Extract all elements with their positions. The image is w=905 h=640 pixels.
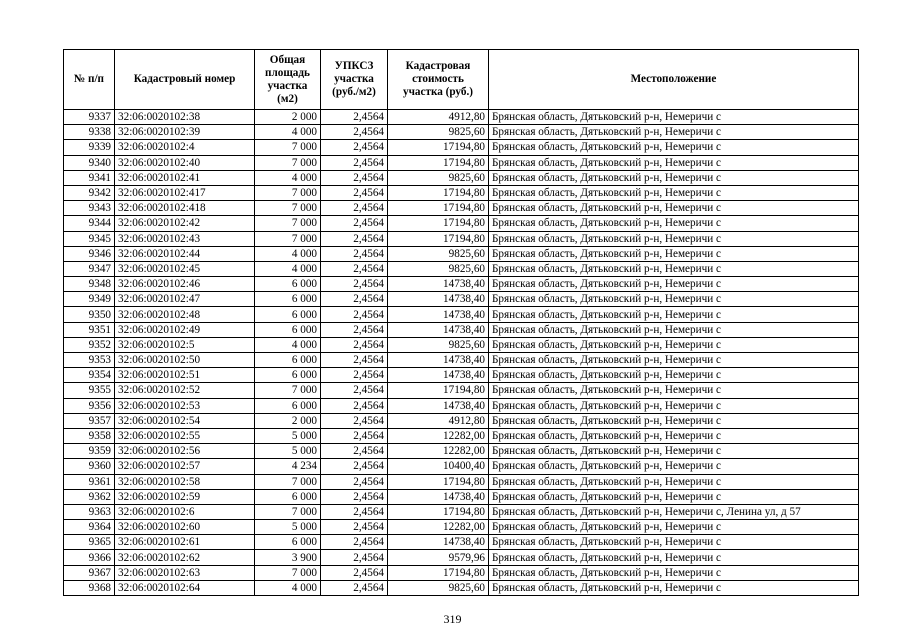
cadastral-number: 32:06:0020102:63 [115, 565, 255, 580]
row-number: 9339 [64, 140, 115, 155]
table-row [64, 504, 859, 519]
cost-value: 9825,60 [388, 261, 489, 276]
location-text: Брянская область, Дятьковский р-н, Немеричи с, Ленина ул, д 57 [489, 504, 859, 519]
cost-value: 17194,80 [388, 140, 489, 155]
area-value: 7 000 [255, 383, 321, 398]
table-body [64, 110, 859, 596]
header-area: Общая площадь участка (м2) [255, 50, 321, 110]
cost-value: 12282,00 [388, 520, 489, 535]
cadastral-number: 32:06:0020102:41 [115, 170, 255, 185]
cadastral-number: 32:06:0020102:56 [115, 444, 255, 459]
table-row [64, 398, 859, 413]
cadastral-number: 32:06:0020102:40 [115, 155, 255, 170]
location-text: Брянская область, Дятьковский р-н, Немеричи с [489, 383, 859, 398]
row-number: 9368 [64, 580, 115, 595]
row-number: 9341 [64, 170, 115, 185]
cadastral-number: 32:06:0020102:62 [115, 550, 255, 565]
cadastral-number: 32:06:0020102:46 [115, 277, 255, 292]
cadastral-number: 32:06:0020102:49 [115, 322, 255, 337]
cadastral-number: 32:06:0020102:64 [115, 580, 255, 595]
cost-value: 17194,80 [388, 216, 489, 231]
cost-value: 14738,40 [388, 353, 489, 368]
location-text: Брянская область, Дятьковский р-н, Немеричи с [489, 185, 859, 200]
header-row [64, 50, 859, 110]
location-text: Брянская область, Дятьковский р-н, Немеричи с [489, 474, 859, 489]
table-header [64, 50, 859, 110]
row-number: 9343 [64, 201, 115, 216]
location-text: Брянская область, Дятьковский р-н, Немеричи с [489, 428, 859, 443]
rate-value: 2,4564 [321, 110, 388, 125]
location-text: Брянская область, Дятьковский р-н, Немеричи с [489, 398, 859, 413]
table-row [64, 185, 859, 200]
header-cadastral: Кадастровый номер [115, 50, 255, 110]
cadastral-number: 32:06:0020102:43 [115, 231, 255, 246]
cadastral-number: 32:06:0020102:61 [115, 535, 255, 550]
cost-value: 12282,00 [388, 428, 489, 443]
cost-value: 4912,80 [388, 110, 489, 125]
area-value: 4 000 [255, 170, 321, 185]
location-text: Брянская область, Дятьковский р-н, Немеричи с [489, 444, 859, 459]
row-number: 9367 [64, 565, 115, 580]
cadastral-number: 32:06:0020102:45 [115, 261, 255, 276]
rate-value: 2,4564 [321, 550, 388, 565]
header-location: Местоположение [489, 50, 859, 110]
cost-value: 10400,40 [388, 459, 489, 474]
area-value: 7 000 [255, 474, 321, 489]
area-value: 7 000 [255, 201, 321, 216]
location-text: Брянская область, Дятьковский р-н, Немеричи с [489, 353, 859, 368]
row-number: 9338 [64, 125, 115, 140]
cost-value: 14738,40 [388, 277, 489, 292]
location-text: Брянская область, Дятьковский р-н, Немеричи с [489, 110, 859, 125]
area-value: 7 000 [255, 140, 321, 155]
location-text: Брянская область, Дятьковский р-н, Немеричи с [489, 170, 859, 185]
table-row [64, 231, 859, 246]
row-number: 9360 [64, 459, 115, 474]
location-text: Брянская область, Дятьковский р-н, Немеричи с [489, 140, 859, 155]
rate-value: 2,4564 [321, 474, 388, 489]
area-value: 4 234 [255, 459, 321, 474]
area-value: 3 900 [255, 550, 321, 565]
rate-value: 2,4564 [321, 170, 388, 185]
row-number: 9344 [64, 216, 115, 231]
rate-value: 2,4564 [321, 307, 388, 322]
rate-value: 2,4564 [321, 125, 388, 140]
cadastral-number: 32:06:0020102:55 [115, 428, 255, 443]
rate-value: 2,4564 [321, 185, 388, 200]
location-text: Брянская область, Дятьковский р-н, Немеричи с [489, 155, 859, 170]
location-text: Брянская область, Дятьковский р-н, Немеричи с [489, 580, 859, 595]
cadastral-number: 32:06:0020102:59 [115, 489, 255, 504]
cadastral-number: 32:06:0020102:44 [115, 246, 255, 261]
cadastral-number: 32:06:0020102:417 [115, 185, 255, 200]
area-value: 4 000 [255, 580, 321, 595]
rate-value: 2,4564 [321, 520, 388, 535]
cost-value: 9825,60 [388, 580, 489, 595]
table-row [64, 307, 859, 322]
row-number: 9366 [64, 550, 115, 565]
location-text: Брянская область, Дятьковский р-н, Немеричи с [489, 368, 859, 383]
cost-value: 12282,00 [388, 444, 489, 459]
rate-value: 2,4564 [321, 261, 388, 276]
cost-value: 9825,60 [388, 125, 489, 140]
location-text: Брянская область, Дятьковский р-н, Немеричи с [489, 322, 859, 337]
rate-value: 2,4564 [321, 444, 388, 459]
cadastral-number: 32:06:0020102:47 [115, 292, 255, 307]
area-value: 7 000 [255, 565, 321, 580]
row-number: 9358 [64, 428, 115, 443]
location-text: Брянская область, Дятьковский р-н, Немеричи с [489, 231, 859, 246]
area-value: 4 000 [255, 337, 321, 352]
row-number: 9356 [64, 398, 115, 413]
cost-value: 14738,40 [388, 322, 489, 337]
area-value: 4 000 [255, 261, 321, 276]
area-value: 4 000 [255, 246, 321, 261]
page-number: 319 [443, 612, 462, 626]
rate-value: 2,4564 [321, 428, 388, 443]
rate-value: 2,4564 [321, 140, 388, 155]
cadastral-number: 32:06:0020102:48 [115, 307, 255, 322]
area-value: 7 000 [255, 504, 321, 519]
rate-value: 2,4564 [321, 337, 388, 352]
table-row [64, 520, 859, 535]
row-number: 9362 [64, 489, 115, 504]
cadastral-number: 32:06:0020102:4 [115, 140, 255, 155]
area-value: 7 000 [255, 185, 321, 200]
area-value: 6 000 [255, 489, 321, 504]
row-number: 9342 [64, 185, 115, 200]
rate-value: 2,4564 [321, 353, 388, 368]
cadastral-number: 32:06:0020102:57 [115, 459, 255, 474]
location-text: Брянская область, Дятьковский р-н, Немеричи с [489, 413, 859, 428]
area-value: 6 000 [255, 277, 321, 292]
rate-value: 2,4564 [321, 504, 388, 519]
cadastral-number: 32:06:0020102:38 [115, 110, 255, 125]
area-value: 6 000 [255, 535, 321, 550]
area-value: 2 000 [255, 413, 321, 428]
area-value: 6 000 [255, 398, 321, 413]
row-number: 9361 [64, 474, 115, 489]
table-row [64, 216, 859, 231]
cadastral-number: 32:06:0020102:42 [115, 216, 255, 231]
cadastral-number: 32:06:0020102:6 [115, 504, 255, 519]
table-row [64, 337, 859, 352]
cost-value: 14738,40 [388, 398, 489, 413]
location-text: Брянская область, Дятьковский р-н, Немеричи с [489, 550, 859, 565]
cadastral-number: 32:06:0020102:52 [115, 383, 255, 398]
cost-value: 4912,80 [388, 413, 489, 428]
row-number: 9354 [64, 368, 115, 383]
location-text: Брянская область, Дятьковский р-н, Немеричи с [489, 292, 859, 307]
rate-value: 2,4564 [321, 398, 388, 413]
area-value: 7 000 [255, 216, 321, 231]
cost-value: 14738,40 [388, 368, 489, 383]
table-row [64, 353, 859, 368]
row-number: 9357 [64, 413, 115, 428]
table-row [64, 277, 859, 292]
cadastral-number: 32:06:0020102:51 [115, 368, 255, 383]
row-number: 9363 [64, 504, 115, 519]
area-value: 5 000 [255, 520, 321, 535]
location-text: Брянская область, Дятьковский р-н, Немеричи с [489, 125, 859, 140]
cost-value: 9825,60 [388, 246, 489, 261]
location-text: Брянская область, Дятьковский р-н, Немеричи с [489, 565, 859, 580]
cadastral-number: 32:06:0020102:5 [115, 337, 255, 352]
cadastral-number: 32:06:0020102:54 [115, 413, 255, 428]
cost-value: 14738,40 [388, 292, 489, 307]
header-cost: Кадастровая стоимость участка (руб.) [388, 50, 489, 110]
table-row [64, 368, 859, 383]
location-text: Брянская область, Дятьковский р-н, Немеричи с [489, 337, 859, 352]
area-value: 4 000 [255, 125, 321, 140]
row-number: 9348 [64, 277, 115, 292]
row-number: 9337 [64, 110, 115, 125]
cadastral-number: 32:06:0020102:58 [115, 474, 255, 489]
table-row [64, 246, 859, 261]
area-value: 6 000 [255, 292, 321, 307]
cost-value: 9825,60 [388, 337, 489, 352]
area-value: 2 000 [255, 110, 321, 125]
cadastral-number: 32:06:0020102:60 [115, 520, 255, 535]
cost-value: 9579,96 [388, 550, 489, 565]
table-row [64, 413, 859, 428]
cost-value: 9825,60 [388, 170, 489, 185]
area-value: 6 000 [255, 353, 321, 368]
cadastral-number: 32:06:0020102:53 [115, 398, 255, 413]
cadastral-table [63, 49, 859, 596]
row-number: 9364 [64, 520, 115, 535]
rate-value: 2,4564 [321, 368, 388, 383]
table-row [64, 565, 859, 580]
location-text: Брянская область, Дятьковский р-н, Немеричи с [489, 277, 859, 292]
row-number: 9351 [64, 322, 115, 337]
location-text: Брянская область, Дятьковский р-н, Немеричи с [489, 520, 859, 535]
table-row [64, 261, 859, 276]
table-row [64, 292, 859, 307]
area-value: 7 000 [255, 155, 321, 170]
row-number: 9359 [64, 444, 115, 459]
location-text: Брянская область, Дятьковский р-н, Немеричи с [489, 246, 859, 261]
row-number: 9340 [64, 155, 115, 170]
table-row [64, 110, 859, 125]
table-row [64, 201, 859, 216]
cost-value: 17194,80 [388, 201, 489, 216]
cost-value: 17194,80 [388, 231, 489, 246]
table-row [64, 125, 859, 140]
row-number: 9345 [64, 231, 115, 246]
table-row [64, 550, 859, 565]
table-row [64, 580, 859, 595]
row-number: 9346 [64, 246, 115, 261]
row-number: 9349 [64, 292, 115, 307]
rate-value: 2,4564 [321, 216, 388, 231]
cost-value: 14738,40 [388, 307, 489, 322]
area-value: 7 000 [255, 231, 321, 246]
area-value: 6 000 [255, 307, 321, 322]
rate-value: 2,4564 [321, 201, 388, 216]
area-value: 5 000 [255, 428, 321, 443]
rate-value: 2,4564 [321, 322, 388, 337]
table-row [64, 170, 859, 185]
table-row [64, 383, 859, 398]
table-row [64, 444, 859, 459]
cost-value: 14738,40 [388, 489, 489, 504]
rate-value: 2,4564 [321, 413, 388, 428]
rate-value: 2,4564 [321, 155, 388, 170]
row-number: 9350 [64, 307, 115, 322]
rate-value: 2,4564 [321, 489, 388, 504]
row-number: 9347 [64, 261, 115, 276]
cost-value: 17194,80 [388, 504, 489, 519]
header-rate: УПКСЗ участка (руб./м2) [321, 50, 388, 110]
table-row [64, 322, 859, 337]
area-value: 6 000 [255, 322, 321, 337]
location-text: Брянская область, Дятьковский р-н, Немеричи с [489, 459, 859, 474]
rate-value: 2,4564 [321, 580, 388, 595]
cadastral-number: 32:06:0020102:418 [115, 201, 255, 216]
cost-value: 14738,40 [388, 535, 489, 550]
location-text: Брянская область, Дятьковский р-н, Немеричи с [489, 216, 859, 231]
table-row [64, 489, 859, 504]
row-number: 9365 [64, 535, 115, 550]
cost-value: 17194,80 [388, 383, 489, 398]
cadastral-number: 32:06:0020102:50 [115, 353, 255, 368]
table-row [64, 535, 859, 550]
cost-value: 17194,80 [388, 155, 489, 170]
row-number: 9353 [64, 353, 115, 368]
rate-value: 2,4564 [321, 246, 388, 261]
header-num: № п/п [64, 50, 115, 110]
rate-value: 2,4564 [321, 535, 388, 550]
cost-value: 17194,80 [388, 565, 489, 580]
rate-value: 2,4564 [321, 383, 388, 398]
row-number: 9352 [64, 337, 115, 352]
location-text: Брянская область, Дятьковский р-н, Немеричи с [489, 307, 859, 322]
rate-value: 2,4564 [321, 565, 388, 580]
table-row [64, 155, 859, 170]
location-text: Брянская область, Дятьковский р-н, Немеричи с [489, 489, 859, 504]
area-value: 6 000 [255, 368, 321, 383]
cost-value: 17194,80 [388, 474, 489, 489]
rate-value: 2,4564 [321, 277, 388, 292]
rate-value: 2,4564 [321, 231, 388, 246]
location-text: Брянская область, Дятьковский р-н, Немеричи с [489, 201, 859, 216]
table-row [64, 474, 859, 489]
rate-value: 2,4564 [321, 459, 388, 474]
location-text: Брянская область, Дятьковский р-н, Немеричи с [489, 261, 859, 276]
rate-value: 2,4564 [321, 292, 388, 307]
row-number: 9355 [64, 383, 115, 398]
area-value: 5 000 [255, 444, 321, 459]
location-text: Брянская область, Дятьковский р-н, Немеричи с [489, 535, 859, 550]
table-row [64, 140, 859, 155]
table-row [64, 459, 859, 474]
cost-value: 17194,80 [388, 185, 489, 200]
cadastral-number: 32:06:0020102:39 [115, 125, 255, 140]
table-row [64, 428, 859, 443]
